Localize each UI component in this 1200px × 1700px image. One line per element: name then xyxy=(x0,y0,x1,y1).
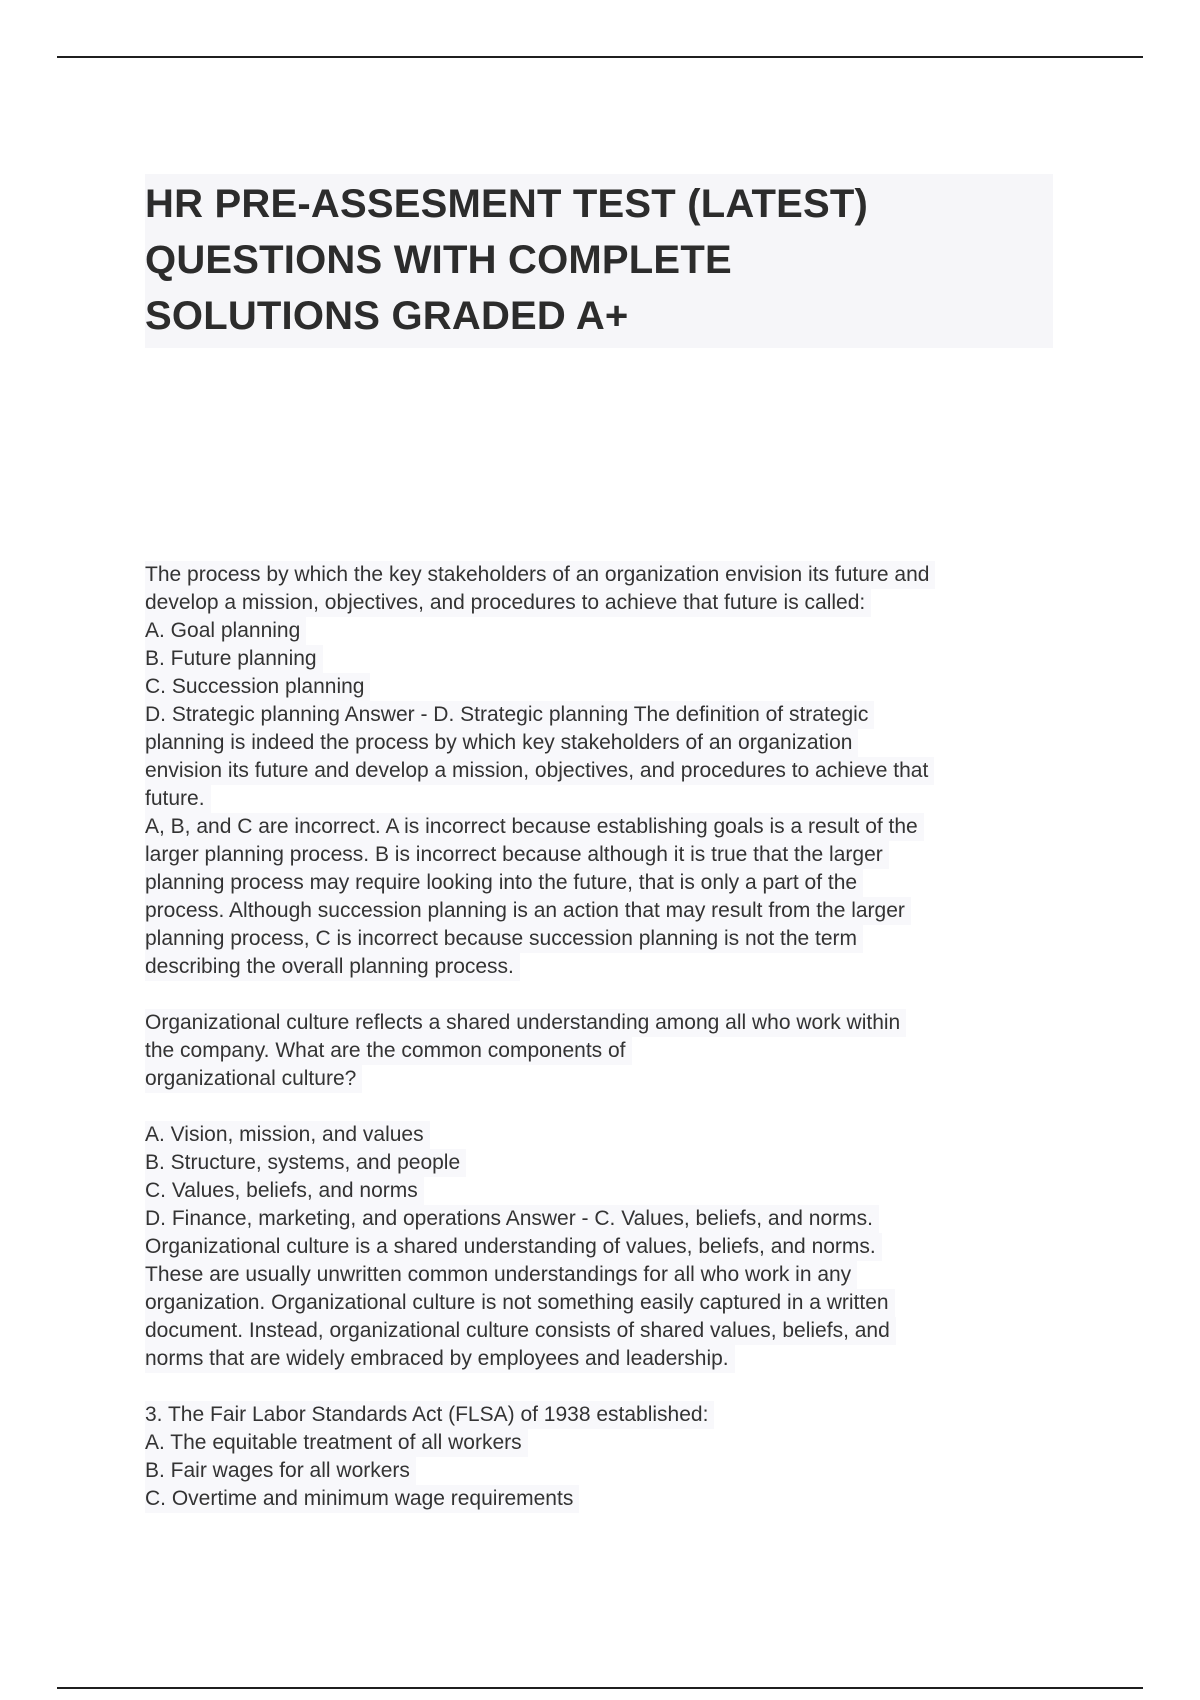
paragraph-gap xyxy=(145,981,1065,1009)
text-line: Organizational culture is a shared understanding of values, beliefs, and norms. xyxy=(145,1233,882,1261)
text-line: document. Instead, organizational culture consists of shared values, beliefs, and xyxy=(145,1317,896,1345)
text-line: 3. The Fair Labor Standards Act (FLSA) of 1938 established: xyxy=(145,1401,714,1429)
text-line: larger planning process. B is incorrect because although it is true that the larger xyxy=(145,841,889,869)
question-3 xyxy=(145,1401,1065,1513)
text-line: organizational culture? xyxy=(145,1065,362,1093)
option-c: C. Values, beliefs, and norms xyxy=(145,1177,424,1205)
option-d-answer: D. Finance, marketing, and operations Answer - C. Values, beliefs, and norms. xyxy=(145,1205,879,1233)
text-line: future. xyxy=(145,785,211,813)
paragraph-gap xyxy=(145,1093,1065,1121)
option-a: A. Goal planning xyxy=(145,617,306,645)
text-line: planning is indeed the process by which key stakeholders of an organization xyxy=(145,729,858,757)
question-1 xyxy=(145,561,1065,981)
text-line: These are usually unwritten common understandings for all who work in any xyxy=(145,1261,857,1289)
document-body xyxy=(145,561,1065,1513)
text-line: Organizational culture reflects a shared understanding among all who work within xyxy=(145,1009,906,1037)
option-a: A. Vision, mission, and values xyxy=(145,1121,430,1149)
option-a: A. The equitable treatment of all workers xyxy=(145,1429,528,1457)
document-title xyxy=(145,174,1053,348)
text-line: planning process, C is incorrect because succession planning is not the term xyxy=(145,925,863,953)
text-line: develop a mission, objectives, and procedures to achieve that future is called: xyxy=(145,589,871,617)
text-line: norms that are widely embraced by employees and leadership. xyxy=(145,1345,735,1373)
text-line: describing the overall planning process. xyxy=(145,953,520,981)
title-line: QUESTIONS WITH COMPLETE xyxy=(145,238,732,282)
title-line: HR PRE-ASSESMENT TEST (LATEST) xyxy=(145,182,869,226)
title-line: SOLUTIONS GRADED A+ xyxy=(145,294,629,338)
option-b: B. Future planning xyxy=(145,645,323,673)
option-c: C. Overtime and minimum wage requirements xyxy=(145,1485,579,1513)
text-line: The process by which the key stakeholders of an organization envision its future and xyxy=(145,561,935,589)
footer-rule xyxy=(57,1687,1143,1689)
option-d-answer: D. Strategic planning Answer - D. Strategic planning The definition of strategic xyxy=(145,701,874,729)
option-b: B. Fair wages for all workers xyxy=(145,1457,416,1485)
option-c: C. Succession planning xyxy=(145,673,370,701)
text-line: A, B, and C are incorrect. A is incorrect because establishing goals is a result of the xyxy=(145,813,924,841)
option-b: B. Structure, systems, and people xyxy=(145,1149,466,1177)
question-2 xyxy=(145,1009,1065,1373)
text-line: organization. Organizational culture is not something easily captured in a written xyxy=(145,1289,895,1317)
text-line: process. Although succession planning is an action that may result from the larger xyxy=(145,897,911,925)
text-line: planning process may require looking into the future, that is only a part of the xyxy=(145,869,863,897)
text-line: the company. What are the common components of xyxy=(145,1037,632,1065)
header-rule xyxy=(57,56,1143,58)
text-line: envision its future and develop a mission, objectives, and procedures to achieve that xyxy=(145,757,934,785)
paragraph-gap xyxy=(145,1373,1065,1401)
